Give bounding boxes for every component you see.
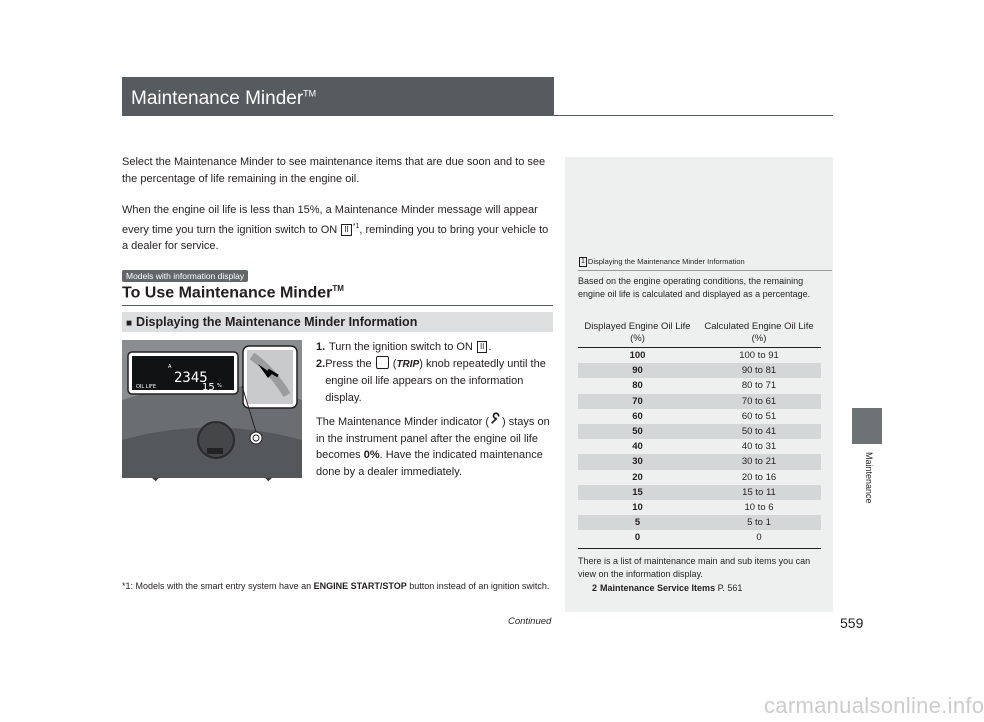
table-row: 90 90 to 81 <box>578 363 821 378</box>
table-row: 20 20 to 16 <box>632 471 777 483</box>
header-rule <box>122 115 833 116</box>
ignition-position-icon: II <box>341 224 351 236</box>
intro-paragraph: Select the Maintenance Minder to see maintenance items that are due soon and to see the percentage of life remaining in the engine oil. <box>122 156 546 185</box>
trip-knob-icon <box>376 356 389 369</box>
table-header-displayed: Displayed Engine Oil Life (%) <box>578 320 697 348</box>
sidebar-note-2: There is a list of maintenance main and sub items you can view on the information display. <box>578 556 811 579</box>
link-arrow-icon: 2 <box>592 583 598 593</box>
maintenance-items-link[interactable]: 2 Maintenance Service Items P. 561 <box>592 583 743 593</box>
continued-label: Continued <box>508 616 552 627</box>
steps-list <box>316 339 556 406</box>
odometer-value: 2345 <box>174 370 208 386</box>
page-number: 559 <box>840 615 864 631</box>
table-row: 40 40 to 31 <box>632 441 777 453</box>
table-bottom-rule <box>578 548 821 549</box>
wrench-icon <box>489 414 502 425</box>
table-row: 80 80 to 71 <box>632 380 777 392</box>
sidebar-rule <box>578 270 832 271</box>
footnote: *1: Models with the smart entry system have an ENGINE START/STOP button instead of an ignition switch. <box>122 581 550 591</box>
step-2: 2. Press the (TRIP) knob repeatedly until the engine oil life appears on the information display. <box>316 357 546 404</box>
instrument-panel-figure <box>122 340 302 478</box>
table-row: 60 60 to 51 <box>632 410 777 422</box>
footnote-ref: *1 <box>352 222 360 230</box>
section-title: To Use Maintenance Minder™ <box>122 284 344 302</box>
sidebar-title: 1 Displaying the Maintenance Minder Information <box>581 257 745 266</box>
sidebar-note: Based on the engine operating conditions, the remaining engine oil life is calculated and displayed as a percentage. <box>578 276 811 299</box>
table-row: 30 30 to 21 <box>578 454 821 469</box>
page-title: Maintenance Minder™ <box>131 88 317 109</box>
table-row: 15 15 to 11 <box>578 485 821 500</box>
oil-life-table <box>578 320 821 545</box>
ignition-position-icon: II <box>477 341 487 353</box>
step-1: 1. Turn the ignition switch to ON II . <box>316 341 492 353</box>
oil-warning-paragraph: When the engine oil life is less than 15%, a Maintenance Minder message will appear every time you turn the ignition switch to ON II $^{*1}$, reminding you to bring your vehicle to a dealer for service. <box>122 204 549 252</box>
oil-life-percent: % <box>217 383 222 389</box>
table-row: 70 70 to 61 <box>578 394 821 409</box>
callout-a-label: A <box>168 364 172 370</box>
side-tab-label: Maintenance <box>864 452 874 504</box>
table-row: 5 5 to 1 <box>578 515 821 530</box>
section-rule <box>122 305 553 306</box>
watermark: carmanualsonline.info <box>764 693 984 718</box>
side-tab-block <box>852 408 882 444</box>
table-row: 10 10 to 6 <box>632 501 774 513</box>
sidebar-marker-icon: 1 <box>581 258 585 265</box>
indicator-paragraph: The Maintenance Minder indicator ( ) stays on in the instrument panel after the engine oil life becomes 0%. Have the indicated maintenance done by a dealer immediately. <box>316 414 556 480</box>
oil-life-label: OIL LIFE <box>136 384 157 390</box>
table-row: 100 100 to 91 <box>629 350 779 362</box>
table-row: 50 50 to 41 <box>578 424 821 439</box>
oil-life-value: 15 <box>202 382 215 393</box>
models-badge: Models with information display <box>122 270 248 282</box>
subsection-title: ■ Displaying the Maintenance Minder Information <box>126 315 418 329</box>
table-header-calculated: Calculated Engine Oil Life (%) <box>697 320 821 348</box>
table-row: 0 0 <box>634 532 762 544</box>
